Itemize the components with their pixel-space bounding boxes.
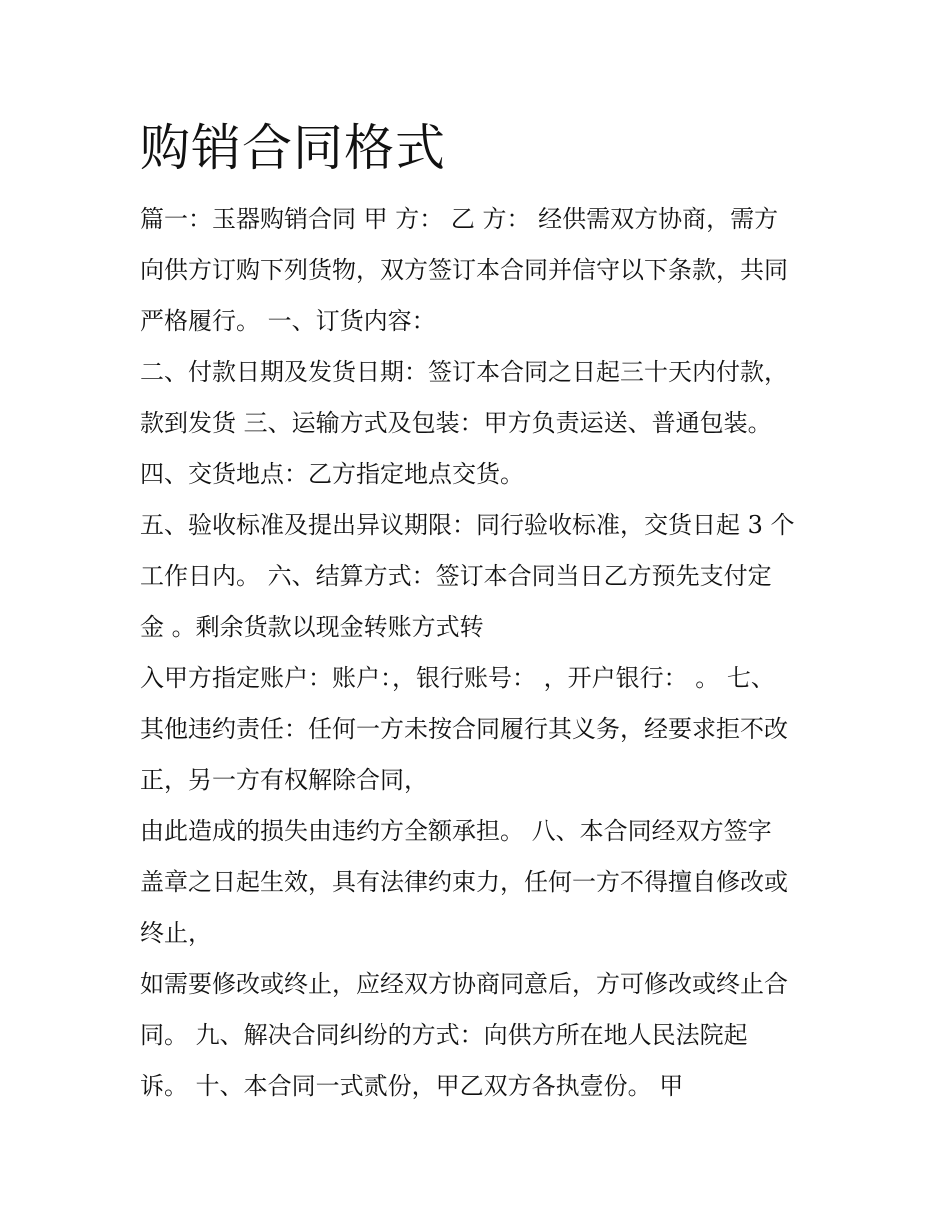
body-line: 盖章之日起生效，具有法律约束力，任何一方不得擅自修改或 — [140, 868, 788, 896]
body-line: 正，另一方有权解除合同， — [140, 766, 428, 794]
body-line: 五、验收标准及提出异议期限：同行验收标准，交货日起 3 个 — [140, 511, 795, 539]
body-line: 终止， — [140, 919, 212, 947]
body-line: 向供方订购下列货物，双方签订本合同并信守以下条款，共同 — [140, 256, 788, 284]
body-line: 款到发货 三、运输方式及包装：甲方负责运送、普通包装。 — [140, 409, 772, 437]
body-line: 入甲方指定账户：账户：，银行账号： ，开户银行： 。 七、 — [140, 664, 775, 692]
page-title: 购销合同格式 — [140, 119, 446, 177]
body-line: 严格履行。 一、订货内容： — [140, 307, 436, 335]
body-line: 其他违约责任：任何一方未按合同履行其义务，经要求拒不改 — [140, 715, 788, 743]
body-line: 诉。 十、本合同一式贰份，甲乙双方各执壹份。 甲 — [140, 1072, 684, 1100]
body-line: 由此造成的损失由违约方全额承担。 八、本合同经双方签字 — [140, 817, 772, 845]
body-line: 四、交货地点：乙方指定地点交货。 — [140, 460, 524, 488]
body-line: 篇一：玉器购销合同 甲 方： 乙 方： 经供需双方协商，需方 — [140, 205, 779, 233]
body-line: 金 。剩余货款以现金转账方式转 — [140, 613, 484, 641]
body-line: 工作日内。 六、结算方式：签订本合同当日乙方预先支付定 — [140, 562, 772, 590]
body-line: 二、付款日期及发货日期：签订本合同之日起三十天内付款， — [140, 358, 788, 386]
body-line: 同。 九、解决合同纠纷的方式：向供方所在地人民法院起 — [140, 1021, 748, 1049]
body-line: 如需要修改或终止，应经双方协商同意后，方可修改或终止合 — [140, 970, 788, 998]
